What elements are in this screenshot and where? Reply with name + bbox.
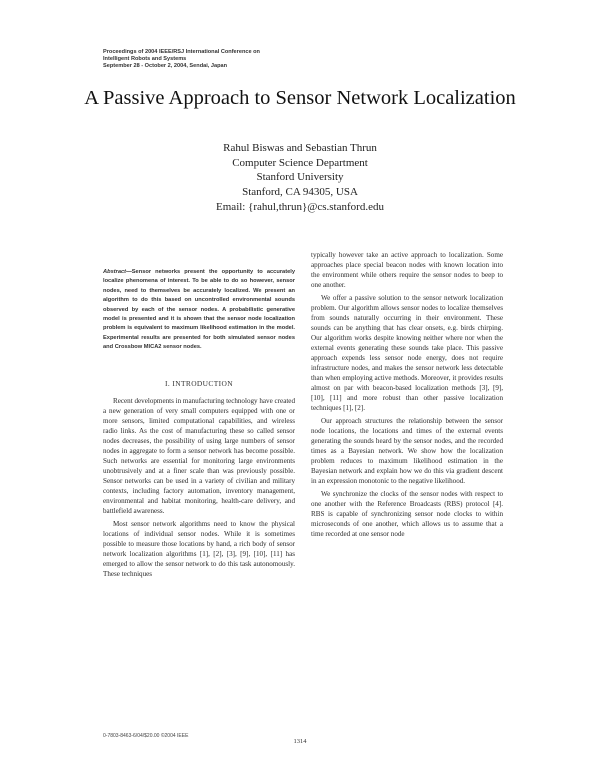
- abstract-text: Sensor networks present the opportunity to accurately localize phenomena of interest. To be able to do so however, sensor nodes, need to themselves be accurately localized. We present an algorithm to do this based on uncontrolled environmental sounds observed by each of the sensor nodes. A probabilistic generative model is presented and it is shown that the sensor node localization problem is equivalent to maximum likelihood estimation in the model. Experimental results are presented for both simulated sensor nodes and Crossbow MICA2 sensor nodes.: [103, 269, 295, 351]
- page-number: 1314: [293, 738, 307, 745]
- author-names: Rahul Biswas and Sebastian Thrun: [223, 142, 377, 154]
- proceedings-line-2: Intelligent Robots and Systems: [103, 56, 187, 62]
- proceedings-line-1: Proceedings of 2004 IEEE/RSJ International Conference on: [103, 49, 260, 55]
- abstract: [103, 268, 295, 353]
- proceedings-header: [103, 49, 343, 70]
- paper-title: A Passive Approach to Sensor Network Localization: [84, 87, 516, 109]
- author-location: Stanford, CA 94305, USA: [242, 186, 358, 199]
- intro-paragraph-6: We synchronize the clocks of the sensor nodes with respect to one another with the Reference Broadcasts (RBS) protocol [4]. RBS is capable of synchronizing sensor node clocks to within microseconds of one another, which allows us to assume that a time recorded at one sensor node: [311, 490, 503, 538]
- intro-paragraph-5: Our approach structures the relationship between the sensor node locations, the locations and times of the external events generating the sounds heard by the sensor nodes, and the recorded times as a Bayesian network. We show how the localization problem reduces to maximum likelihood estimation in the Bayesian network and explain how we do this via gradient descent in an expression monotonic to the negative likelihood.: [311, 417, 503, 485]
- intro-paragraph-4: We offer a passive solution to the sensor network localization problem. Our algorithm allows sensor nodes to localize themselves from sounds naturally occurring in their environment. These sounds can be anything that has clear onsets, e.g. birds chirping. Our algorithm works despite knowing neither where nor when the external events generating these sounds take place. This passive approach expends less sensor node energy, does not require infrastructure nodes, and makes the sensor network less detectable than when employing active methods. Moreover, it provides results almost on par with beacon-based localization methods [3], [9], [10], [11] and more robust than other passive localization techniques [1], [2].: [311, 294, 503, 412]
- section-heading-introduction: I. INTRODUCTION: [165, 378, 233, 388]
- isbn-footer: 0-7803-8463-6/04/$20.00 ©2004 IEEE: [103, 733, 189, 739]
- abstract-label: Abstract—: [103, 269, 132, 275]
- author-university: Stanford University: [256, 171, 344, 184]
- author-block: [150, 141, 450, 215]
- right-column: [311, 250, 503, 542]
- left-column: [103, 268, 295, 582]
- intro-paragraph-2: Most sensor network algorithms need to know the physical locations of individual sensor nodes. While it is sometimes possible to measure those locations by hand, a rich body of sensor network localization algorithms [1], [2], [3], [9], [10], [11] has emerged to allow the sensor network to do this task autonomously. These techniques: [103, 519, 295, 578]
- proceedings-line-3: September 28 - October 2, 2004, Sendai, Japan: [103, 63, 228, 69]
- author-department: Computer Science Department: [232, 156, 368, 169]
- intro-paragraph-3: typically however take an active approach to localization. Some approaches place special beacon nodes with known location into the environment while others require the sensor nodes to beep to one another.: [311, 251, 503, 289]
- intro-paragraph-1: Recent developments in manufacturing technology have created a new generation of very small computers equipped with one or more sensors, limited computational capabilities, and wireless radio links. As the cost of manufacturing these so called sensor nodes decreases, the possibility of using large numbers of sensor nodes in aggregate to form a sensor network has become possible. Such networks are essential for monitoring large environments unobtrusively and at a finer scale than was previously possible. Sensor networks can be used in a variety of civilian and military contexts, including factory automation, inventory management, environmental and habitat monitoring, health-care delivery, and battlefield awareness.: [103, 396, 296, 515]
- author-email: Email: {rahul,thrun}@cs.stanford.edu: [216, 200, 384, 213]
